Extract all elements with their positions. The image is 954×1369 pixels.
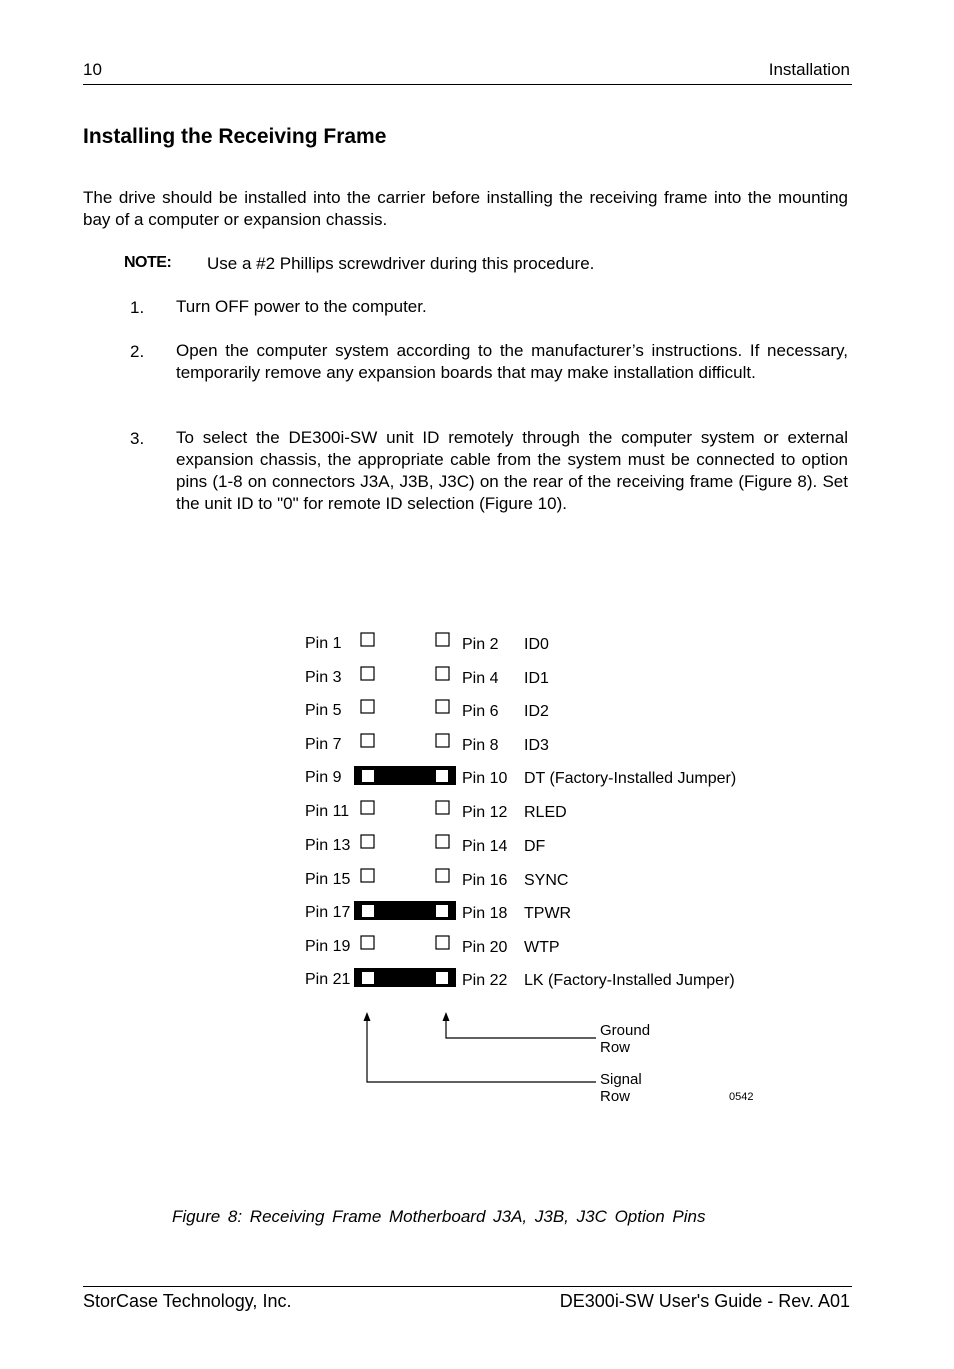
pin-label-right: Pin 8 xyxy=(462,737,499,754)
pin-label-left: Pin 9 xyxy=(305,769,342,786)
figure-code: 0542 xyxy=(729,1091,754,1103)
pin-label-right: Pin 4 xyxy=(462,670,499,687)
step-1-text: Turn OFF power to the computer. xyxy=(176,297,427,316)
pin-label-left: Pin 17 xyxy=(305,904,351,921)
pin-square-left xyxy=(361,801,374,814)
page-number: 10 xyxy=(83,60,102,79)
pin-label-right: Pin 10 xyxy=(462,770,508,787)
pin-label-right: Pin 22 xyxy=(462,972,508,989)
pin-signal-name: ID2 xyxy=(524,703,549,720)
step-3-number: 3. xyxy=(130,429,145,448)
pin-square-left xyxy=(362,972,374,984)
pin-square-left xyxy=(361,667,374,680)
footer-company: StorCase Technology, Inc. xyxy=(83,1291,292,1311)
pin-square-left xyxy=(361,869,374,882)
pin-square-right xyxy=(436,835,449,848)
pin-signal-name: TPWR xyxy=(524,905,572,922)
pin-square-right xyxy=(436,700,449,713)
pin-signal-name: RLED xyxy=(524,804,567,821)
pin-square-left xyxy=(362,770,374,782)
pin-square-right xyxy=(436,801,449,814)
pin-signal-name: ID1 xyxy=(524,670,549,687)
footer-rule xyxy=(83,1286,852,1287)
ground-row-arrow-icon xyxy=(443,1012,450,1021)
pin-signal-name: DF xyxy=(524,838,546,855)
pin-label-left: Pin 3 xyxy=(305,669,342,686)
pin-label-left: Pin 1 xyxy=(305,635,342,652)
section-title: Installing the Receiving Frame xyxy=(83,125,387,148)
pin-label-right: Pin 2 xyxy=(462,636,499,653)
section-header: Installation xyxy=(768,60,850,79)
pin-square-left xyxy=(361,633,374,646)
pin-square-right xyxy=(436,770,448,782)
pin-label-left: Pin 21 xyxy=(305,971,351,988)
step-2-number: 2. xyxy=(130,342,145,361)
pin-square-right xyxy=(436,633,449,646)
pin-square-left xyxy=(361,734,374,747)
pin-signal-name: WTP xyxy=(524,939,560,956)
signal-label-line1: Signal xyxy=(600,1071,642,1088)
pin-label-left: Pin 13 xyxy=(305,837,351,854)
step-3-text: To select the DE300i-SW unit ID remotely through the computer system or external expansion chassis, the appropriate cable from the system must be connected to option pins (1-8 on connectors J3A, J3B, J3C) on the rear of the receiving frame (Figure 8). Set the unit ID to "0" for remote ID selection (Figure 10). xyxy=(176,428,848,513)
pin-square-right xyxy=(436,905,448,917)
pin-label-right: Pin 6 xyxy=(462,703,499,720)
callout-lines xyxy=(367,1018,596,1082)
pin-signal-name: LK (Factory-Installed Jumper) xyxy=(524,972,735,989)
ground-label-line1: Ground xyxy=(600,1022,651,1039)
signal-row-arrow-icon xyxy=(364,1012,371,1021)
pin-label-left: Pin 7 xyxy=(305,736,342,753)
pin-label-right: Pin 20 xyxy=(462,939,508,956)
signal-label-line2: Row xyxy=(600,1088,631,1105)
pin-label-left: Pin 19 xyxy=(305,938,351,955)
pin-label-right: Pin 14 xyxy=(462,838,508,855)
note-label: NOTE: xyxy=(124,254,172,271)
pin-square-left xyxy=(361,700,374,713)
pin-label-left: Pin 5 xyxy=(305,702,342,719)
pin-label-right: Pin 16 xyxy=(462,872,508,889)
pin-signal-name: DT (Factory-Installed Jumper) xyxy=(524,770,737,787)
figure-caption: Figure 8: Receiving Frame Motherboard J3A, J3B, J3C Option Pins xyxy=(172,1207,706,1226)
pin-label-left: Pin 15 xyxy=(305,871,351,888)
step-2-text: Open the computer system according to the manufacturer’s instructions. If necessary, temporarily remove any expansion boards that may make installation difficult. xyxy=(176,341,848,382)
step-1-number: 1. xyxy=(130,298,145,317)
pin-label-left: Pin 11 xyxy=(305,803,350,820)
pin-square-right xyxy=(436,869,449,882)
pin-square-right xyxy=(436,734,449,747)
pin-square-right xyxy=(436,972,448,984)
pin-square-right xyxy=(436,667,449,680)
note-text: Use a #2 Phillips screwdriver during this procedure. xyxy=(207,254,595,273)
intro-paragraph: The drive should be installed into the carrier before installing the receiving frame into the mounting bay of a computer or expansion chassis. xyxy=(83,188,848,229)
footer-guide-title: DE300i-SW User's Guide - Rev. A01 xyxy=(559,1291,850,1311)
pin-signal-name: ID0 xyxy=(524,636,549,653)
pin-signal-name: SYNC xyxy=(524,872,569,889)
pin-square-right xyxy=(436,936,449,949)
pin-square-left xyxy=(362,905,374,917)
pin-square-left xyxy=(361,835,374,848)
pin-label-right: Pin 18 xyxy=(462,905,508,922)
pin-label-right: Pin 12 xyxy=(462,804,508,821)
ground-label-line2: Row xyxy=(600,1039,631,1056)
pin-signal-name: ID3 xyxy=(524,737,549,754)
pin-square-left xyxy=(361,936,374,949)
